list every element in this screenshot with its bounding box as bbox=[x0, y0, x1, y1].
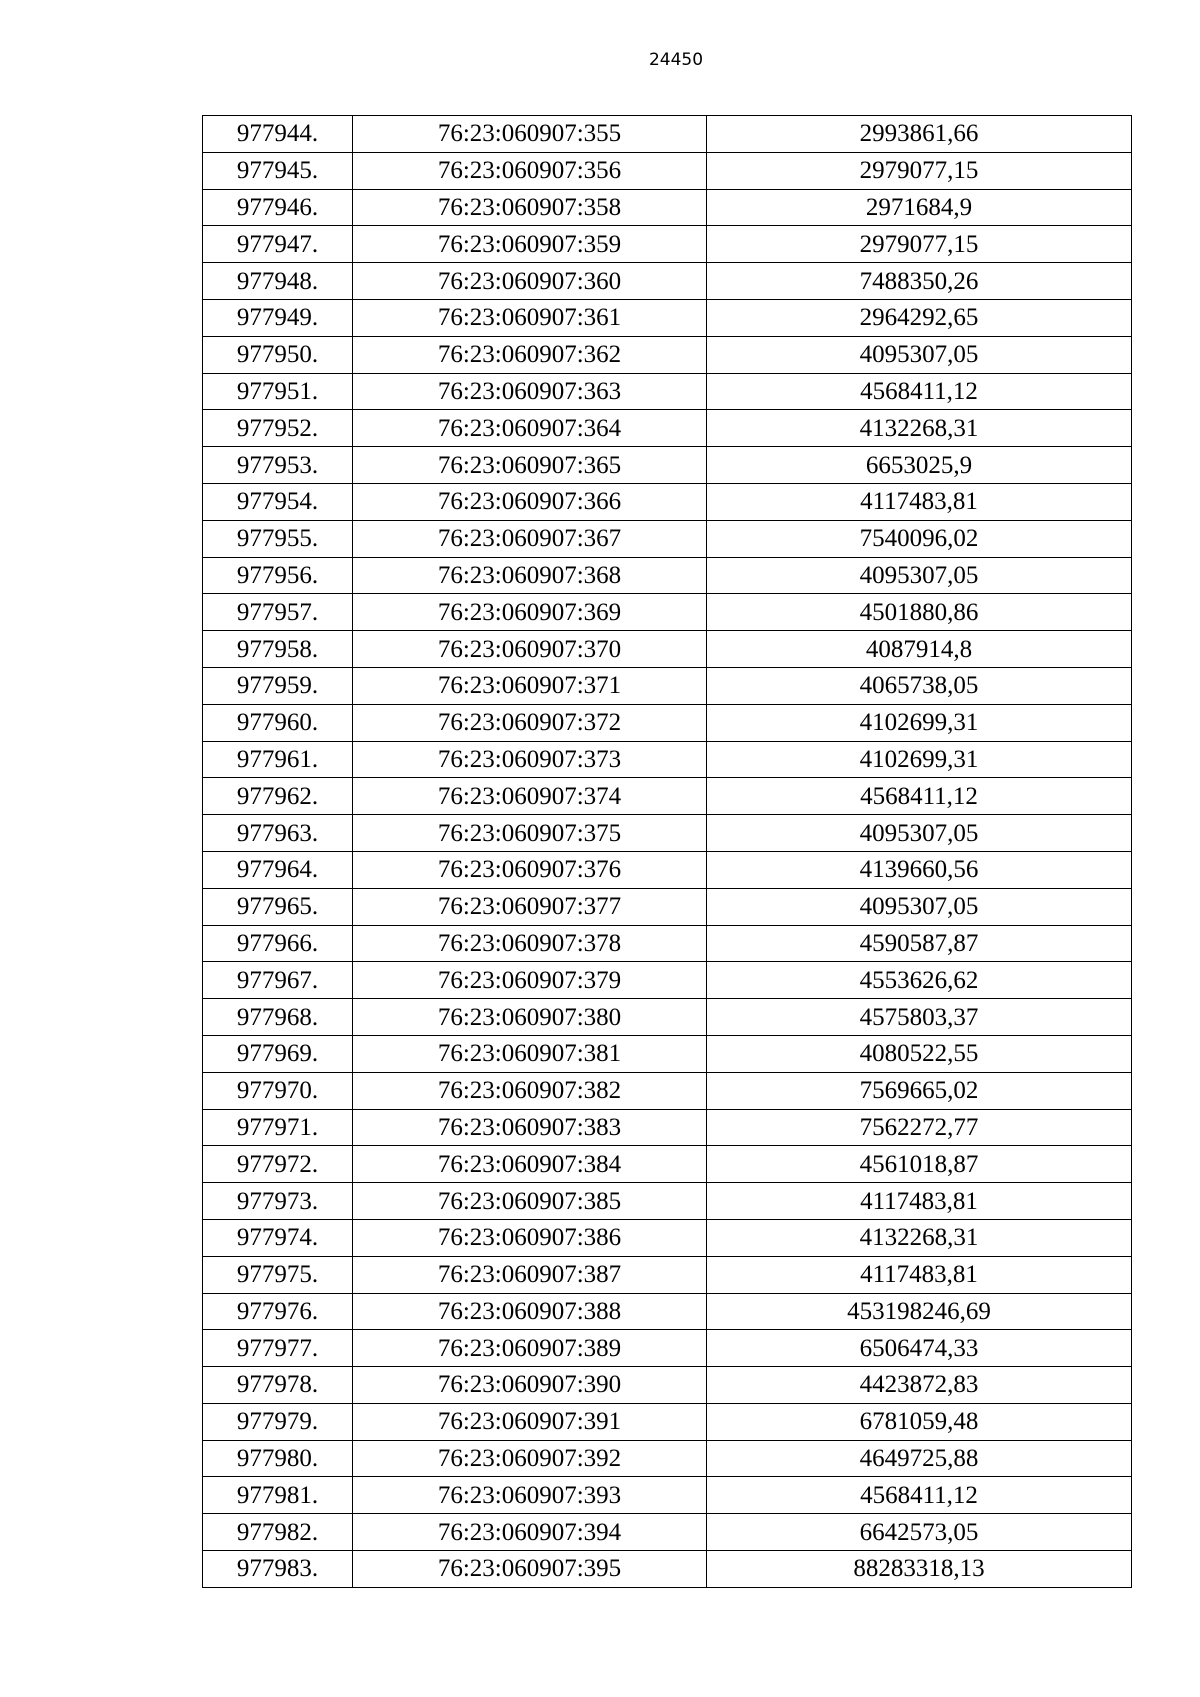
table-row bbox=[203, 1035, 1132, 1072]
table-row bbox=[203, 336, 1132, 373]
row-number-cell: 977967. bbox=[203, 962, 353, 999]
row-number-cell: 977966. bbox=[203, 925, 353, 962]
value-cell: 7540096,02 bbox=[707, 520, 1132, 557]
value-cell: 4095307,05 bbox=[707, 336, 1132, 373]
value-cell: 4132268,31 bbox=[707, 1219, 1132, 1256]
table-row bbox=[203, 594, 1132, 631]
cadastral-number-cell: 76:23:060907:355 bbox=[353, 116, 707, 153]
value-cell: 6506474,33 bbox=[707, 1330, 1132, 1367]
value-cell: 7562272,77 bbox=[707, 1109, 1132, 1146]
table-row bbox=[203, 999, 1132, 1036]
cadastral-number-cell: 76:23:060907:385 bbox=[353, 1183, 707, 1220]
table-row bbox=[203, 299, 1132, 336]
row-number-cell: 977944. bbox=[203, 116, 353, 153]
table-row bbox=[203, 778, 1132, 815]
value-cell: 4553626,62 bbox=[707, 962, 1132, 999]
value-cell: 4590587,87 bbox=[707, 925, 1132, 962]
row-number-cell: 977977. bbox=[203, 1330, 353, 1367]
cadastral-number-cell: 76:23:060907:364 bbox=[353, 410, 707, 447]
cadastral-number-cell: 76:23:060907:393 bbox=[353, 1477, 707, 1514]
table-row bbox=[203, 226, 1132, 263]
cadastral-number-cell: 76:23:060907:381 bbox=[353, 1035, 707, 1072]
row-number-cell: 977958. bbox=[203, 631, 353, 668]
cadastral-number-cell: 76:23:060907:389 bbox=[353, 1330, 707, 1367]
value-cell: 2979077,15 bbox=[707, 152, 1132, 189]
value-cell: 7488350,26 bbox=[707, 263, 1132, 300]
row-number-cell: 977960. bbox=[203, 704, 353, 741]
table-row bbox=[203, 925, 1132, 962]
table-row bbox=[203, 447, 1132, 484]
row-number-cell: 977983. bbox=[203, 1551, 353, 1588]
table-row bbox=[203, 1256, 1132, 1293]
cadastral-number-cell: 76:23:060907:360 bbox=[353, 263, 707, 300]
table-row bbox=[203, 704, 1132, 741]
row-number-cell: 977978. bbox=[203, 1367, 353, 1404]
table-row bbox=[203, 667, 1132, 704]
value-cell: 88283318,13 bbox=[707, 1551, 1132, 1588]
cadastral-number-cell: 76:23:060907:392 bbox=[353, 1440, 707, 1477]
row-number-cell: 977961. bbox=[203, 741, 353, 778]
cadastral-number-cell: 76:23:060907:369 bbox=[353, 594, 707, 631]
cadastral-number-cell: 76:23:060907:373 bbox=[353, 741, 707, 778]
value-cell: 7569665,02 bbox=[707, 1072, 1132, 1109]
cadastral-number-cell: 76:23:060907:367 bbox=[353, 520, 707, 557]
cadastral-number-cell: 76:23:060907:363 bbox=[353, 373, 707, 410]
value-cell: 6781059,48 bbox=[707, 1403, 1132, 1440]
value-cell: 4139660,56 bbox=[707, 851, 1132, 888]
value-cell: 2979077,15 bbox=[707, 226, 1132, 263]
row-number-cell: 977945. bbox=[203, 152, 353, 189]
cadastral-number-cell: 76:23:060907:378 bbox=[353, 925, 707, 962]
row-number-cell: 977953. bbox=[203, 447, 353, 484]
cadastral-number-cell: 76:23:060907:379 bbox=[353, 962, 707, 999]
table-row bbox=[203, 1219, 1132, 1256]
table-row bbox=[203, 483, 1132, 520]
value-cell: 4102699,31 bbox=[707, 704, 1132, 741]
table-row bbox=[203, 116, 1132, 153]
cadastral-number-cell: 76:23:060907:371 bbox=[353, 667, 707, 704]
page-number: 24450 bbox=[648, 50, 704, 70]
table-row bbox=[203, 1403, 1132, 1440]
cadastral-number-cell: 76:23:060907:375 bbox=[353, 815, 707, 852]
cadastral-number-cell: 76:23:060907:366 bbox=[353, 483, 707, 520]
value-cell: 4102699,31 bbox=[707, 741, 1132, 778]
value-cell: 4568411,12 bbox=[707, 373, 1132, 410]
cadastral-number-cell: 76:23:060907:361 bbox=[353, 299, 707, 336]
row-number-cell: 977963. bbox=[203, 815, 353, 852]
value-cell: 4132268,31 bbox=[707, 410, 1132, 447]
row-number-cell: 977948. bbox=[203, 263, 353, 300]
row-number-cell: 977946. bbox=[203, 189, 353, 226]
value-cell: 2964292,65 bbox=[707, 299, 1132, 336]
row-number-cell: 977955. bbox=[203, 520, 353, 557]
cadastral-number-cell: 76:23:060907:376 bbox=[353, 851, 707, 888]
row-number-cell: 977949. bbox=[203, 299, 353, 336]
table-row bbox=[203, 520, 1132, 557]
row-number-cell: 977974. bbox=[203, 1219, 353, 1256]
value-cell: 4117483,81 bbox=[707, 483, 1132, 520]
row-number-cell: 977950. bbox=[203, 336, 353, 373]
row-number-cell: 977976. bbox=[203, 1293, 353, 1330]
row-number-cell: 977969. bbox=[203, 1035, 353, 1072]
row-number-cell: 977970. bbox=[203, 1072, 353, 1109]
table-row bbox=[203, 152, 1132, 189]
cadastral-number-cell: 76:23:060907:383 bbox=[353, 1109, 707, 1146]
row-number-cell: 977952. bbox=[203, 410, 353, 447]
value-cell: 4568411,12 bbox=[707, 778, 1132, 815]
value-cell: 4561018,87 bbox=[707, 1146, 1132, 1183]
table-row bbox=[203, 189, 1132, 226]
value-cell: 453198246,69 bbox=[707, 1293, 1132, 1330]
cadastral-number-cell: 76:23:060907:356 bbox=[353, 152, 707, 189]
value-cell: 4065738,05 bbox=[707, 667, 1132, 704]
cadastral-number-cell: 76:23:060907:377 bbox=[353, 888, 707, 925]
table-row bbox=[203, 410, 1132, 447]
cadastral-number-cell: 76:23:060907:388 bbox=[353, 1293, 707, 1330]
row-number-cell: 977968. bbox=[203, 999, 353, 1036]
value-cell: 4080522,55 bbox=[707, 1035, 1132, 1072]
value-cell: 4423872,83 bbox=[707, 1367, 1132, 1404]
row-number-cell: 977947. bbox=[203, 226, 353, 263]
data-table bbox=[202, 115, 1132, 1588]
table-row bbox=[203, 1109, 1132, 1146]
table-row bbox=[203, 1477, 1132, 1514]
value-cell: 4087914,8 bbox=[707, 631, 1132, 668]
cadastral-number-cell: 76:23:060907:358 bbox=[353, 189, 707, 226]
row-number-cell: 977959. bbox=[203, 667, 353, 704]
value-cell: 2971684,9 bbox=[707, 189, 1132, 226]
value-cell: 4501880,86 bbox=[707, 594, 1132, 631]
row-number-cell: 977954. bbox=[203, 483, 353, 520]
cadastral-number-cell: 76:23:060907:395 bbox=[353, 1551, 707, 1588]
cadastral-number-cell: 76:23:060907:374 bbox=[353, 778, 707, 815]
value-cell: 4568411,12 bbox=[707, 1477, 1132, 1514]
row-number-cell: 977973. bbox=[203, 1183, 353, 1220]
cadastral-number-cell: 76:23:060907:390 bbox=[353, 1367, 707, 1404]
value-cell: 2993861,66 bbox=[707, 116, 1132, 153]
table-row bbox=[203, 557, 1132, 594]
table-row bbox=[203, 962, 1132, 999]
table-row bbox=[203, 1440, 1132, 1477]
table-row bbox=[203, 1146, 1132, 1183]
row-number-cell: 977964. bbox=[203, 851, 353, 888]
cadastral-number-cell: 76:23:060907:372 bbox=[353, 704, 707, 741]
value-cell: 4095307,05 bbox=[707, 888, 1132, 925]
value-cell: 4575803,37 bbox=[707, 999, 1132, 1036]
value-cell: 4095307,05 bbox=[707, 557, 1132, 594]
row-number-cell: 977956. bbox=[203, 557, 353, 594]
row-number-cell: 977975. bbox=[203, 1256, 353, 1293]
cadastral-number-cell: 76:23:060907:370 bbox=[353, 631, 707, 668]
table-row bbox=[203, 1330, 1132, 1367]
row-number-cell: 977962. bbox=[203, 778, 353, 815]
cadastral-number-cell: 76:23:060907:382 bbox=[353, 1072, 707, 1109]
table-row bbox=[203, 1293, 1132, 1330]
row-number-cell: 977951. bbox=[203, 373, 353, 410]
table-row bbox=[203, 1183, 1132, 1220]
row-number-cell: 977965. bbox=[203, 888, 353, 925]
cadastral-number-cell: 76:23:060907:387 bbox=[353, 1256, 707, 1293]
row-number-cell: 977982. bbox=[203, 1514, 353, 1551]
row-number-cell: 977981. bbox=[203, 1477, 353, 1514]
row-number-cell: 977979. bbox=[203, 1403, 353, 1440]
cadastral-number-cell: 76:23:060907:380 bbox=[353, 999, 707, 1036]
table-body bbox=[203, 116, 1132, 1588]
table-row bbox=[203, 1514, 1132, 1551]
row-number-cell: 977957. bbox=[203, 594, 353, 631]
table-row bbox=[203, 1367, 1132, 1404]
cadastral-number-cell: 76:23:060907:386 bbox=[353, 1219, 707, 1256]
table-row bbox=[203, 1551, 1132, 1588]
table-row bbox=[203, 815, 1132, 852]
cadastral-number-cell: 76:23:060907:391 bbox=[353, 1403, 707, 1440]
row-number-cell: 977971. bbox=[203, 1109, 353, 1146]
value-cell: 6642573,05 bbox=[707, 1514, 1132, 1551]
cadastral-number-cell: 76:23:060907:365 bbox=[353, 447, 707, 484]
table-row bbox=[203, 373, 1132, 410]
cadastral-number-cell: 76:23:060907:368 bbox=[353, 557, 707, 594]
cadastral-number-cell: 76:23:060907:359 bbox=[353, 226, 707, 263]
row-number-cell: 977972. bbox=[203, 1146, 353, 1183]
value-cell: 4117483,81 bbox=[707, 1256, 1132, 1293]
cadastral-number-cell: 76:23:060907:362 bbox=[353, 336, 707, 373]
row-number-cell: 977980. bbox=[203, 1440, 353, 1477]
table-row bbox=[203, 263, 1132, 300]
value-cell: 4649725,88 bbox=[707, 1440, 1132, 1477]
value-cell: 4117483,81 bbox=[707, 1183, 1132, 1220]
table-row bbox=[203, 631, 1132, 668]
cadastral-number-cell: 76:23:060907:384 bbox=[353, 1146, 707, 1183]
table-row bbox=[203, 851, 1132, 888]
value-cell: 6653025,9 bbox=[707, 447, 1132, 484]
value-cell: 4095307,05 bbox=[707, 815, 1132, 852]
table-row bbox=[203, 888, 1132, 925]
table-row bbox=[203, 1072, 1132, 1109]
table-row bbox=[203, 741, 1132, 778]
cadastral-number-cell: 76:23:060907:394 bbox=[353, 1514, 707, 1551]
